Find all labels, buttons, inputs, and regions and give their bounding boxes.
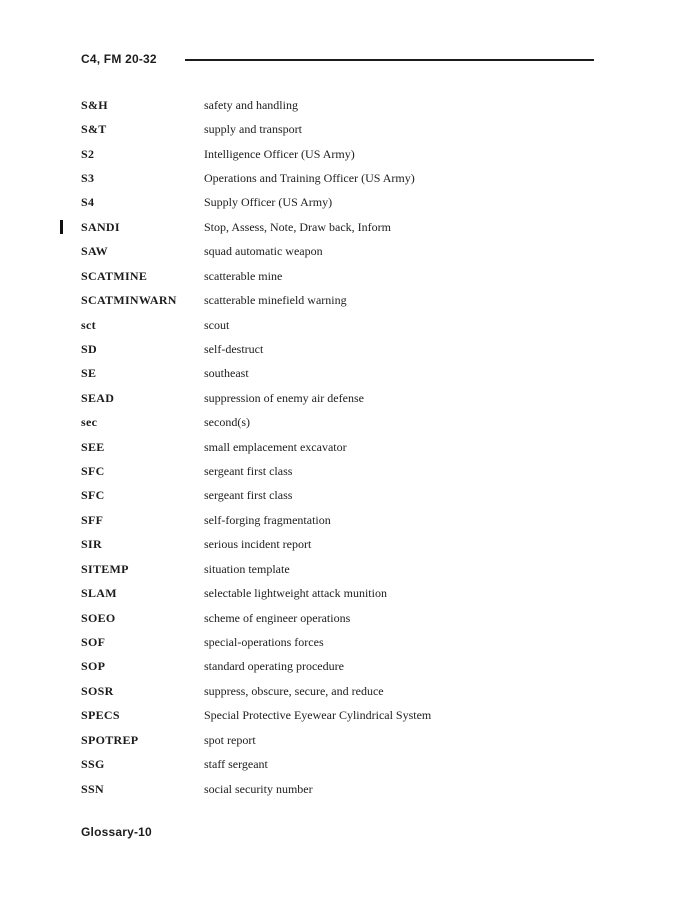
page-number: Glossary-10: [81, 825, 152, 839]
glossary-entry: [81, 191, 621, 215]
glossary-definition: spot report: [204, 732, 256, 747]
glossary-term: SE: [81, 366, 97, 381]
glossary-term: SOP: [81, 659, 106, 674]
glossary-definition: Operations and Training Officer (US Army): [204, 170, 415, 185]
glossary-definition: southeast: [204, 366, 249, 381]
glossary-definition: suppression of enemy air defense: [204, 390, 364, 405]
glossary-term: SCATMINE: [81, 268, 148, 283]
page-footer: [81, 823, 152, 841]
glossary-definition: standard operating procedure: [204, 659, 344, 674]
glossary-definition: scout: [204, 317, 230, 332]
glossary-definition: scatterable mine: [204, 268, 283, 283]
glossary-entry: [81, 337, 621, 361]
glossary-entry: [81, 533, 621, 557]
glossary-term: S2: [81, 146, 95, 161]
change-bar: [60, 220, 63, 234]
glossary-term: SEE: [81, 439, 105, 454]
glossary-entry: [81, 93, 621, 117]
glossary-entry: [81, 777, 621, 801]
glossary-definition: Stop, Assess, Note, Draw back, Inform: [204, 219, 391, 234]
glossary-term: S&H: [81, 97, 108, 112]
glossary-term: SCATMINWARN: [81, 293, 177, 308]
page-header: [81, 51, 594, 67]
glossary-entry: [81, 630, 621, 654]
glossary-term: SAW: [81, 244, 108, 259]
glossary-term: SSG: [81, 757, 105, 772]
glossary-term: SIR: [81, 537, 102, 552]
glossary-entry: [81, 435, 621, 459]
glossary-term: SFC: [81, 488, 105, 503]
glossary-list: [81, 93, 621, 801]
glossary-definition: self-forging fragmentation: [204, 512, 331, 527]
glossary-entry: [81, 386, 621, 410]
glossary-term: SOF: [81, 634, 106, 649]
glossary-entry: [81, 606, 621, 630]
glossary-definition: social security number: [204, 781, 313, 796]
glossary-definition: supply and transport: [204, 122, 302, 137]
header-title: C4, FM 20-32: [81, 52, 157, 66]
glossary-entry: [81, 410, 621, 434]
glossary-entry: [81, 728, 621, 752]
glossary-term: SEAD: [81, 390, 115, 405]
glossary-definition: situation template: [204, 561, 290, 576]
glossary-term: SPECS: [81, 708, 120, 723]
glossary-term: SD: [81, 341, 97, 356]
glossary-term: SSN: [81, 781, 104, 796]
glossary-entry: [81, 166, 621, 190]
glossary-entry: [81, 679, 621, 703]
glossary-term: SANDI: [81, 219, 120, 234]
glossary-entry: [81, 581, 621, 605]
glossary-definition: self-destruct: [204, 341, 264, 356]
glossary-term: S&T: [81, 122, 107, 137]
glossary-definition: selectable lightweight attack munition: [204, 586, 387, 601]
glossary-term: SOSR: [81, 683, 114, 698]
glossary-entry: [81, 508, 621, 532]
glossary-definition: special-operations forces: [204, 634, 324, 649]
glossary-definition: serious incident report: [204, 537, 312, 552]
glossary-term: SFF: [81, 512, 104, 527]
glossary-term: SFC: [81, 464, 105, 479]
glossary-definition: small emplacement excavator: [204, 439, 347, 454]
glossary-definition: sergeant first class: [204, 488, 293, 503]
glossary-entry: [81, 362, 621, 386]
glossary-entry: [81, 557, 621, 581]
glossary-term: SITEMP: [81, 561, 129, 576]
glossary-definition: scatterable minefield warning: [204, 293, 347, 308]
glossary-definition: squad automatic weapon: [204, 244, 323, 259]
glossary-entry: [81, 117, 621, 141]
glossary-definition: second(s): [204, 415, 250, 430]
header-rule: [185, 59, 594, 61]
glossary-term: SLAM: [81, 586, 117, 601]
glossary-term: S3: [81, 170, 95, 185]
glossary-entry: [81, 264, 621, 288]
glossary-term: sec: [81, 415, 98, 430]
glossary-entry: [81, 142, 621, 166]
glossary-definition: Supply Officer (US Army): [204, 195, 333, 210]
glossary-definition: scheme of engineer operations: [204, 610, 351, 625]
glossary-entry: [81, 752, 621, 776]
glossary-entry: [81, 240, 621, 264]
glossary-entry: [81, 288, 621, 312]
glossary-entry: [81, 484, 621, 508]
glossary-term: S4: [81, 195, 95, 210]
glossary-entry: [81, 655, 621, 679]
glossary-definition: sergeant first class: [204, 464, 293, 479]
glossary-definition: Special Protective Eyewear Cylindrical System: [204, 708, 432, 723]
glossary-entry: [81, 704, 621, 728]
glossary-definition: Intelligence Officer (US Army): [204, 146, 355, 161]
glossary-definition: suppress, obscure, secure, and reduce: [204, 683, 384, 698]
glossary-term: SPOTREP: [81, 732, 139, 747]
glossary-definition: safety and handling: [204, 97, 298, 112]
glossary-definition: staff sergeant: [204, 757, 268, 772]
glossary-term: SOEO: [81, 610, 116, 625]
glossary-term: sct: [81, 317, 96, 332]
glossary-entry: [81, 459, 621, 483]
glossary-entry: [81, 313, 621, 337]
glossary-entry: [81, 215, 621, 239]
